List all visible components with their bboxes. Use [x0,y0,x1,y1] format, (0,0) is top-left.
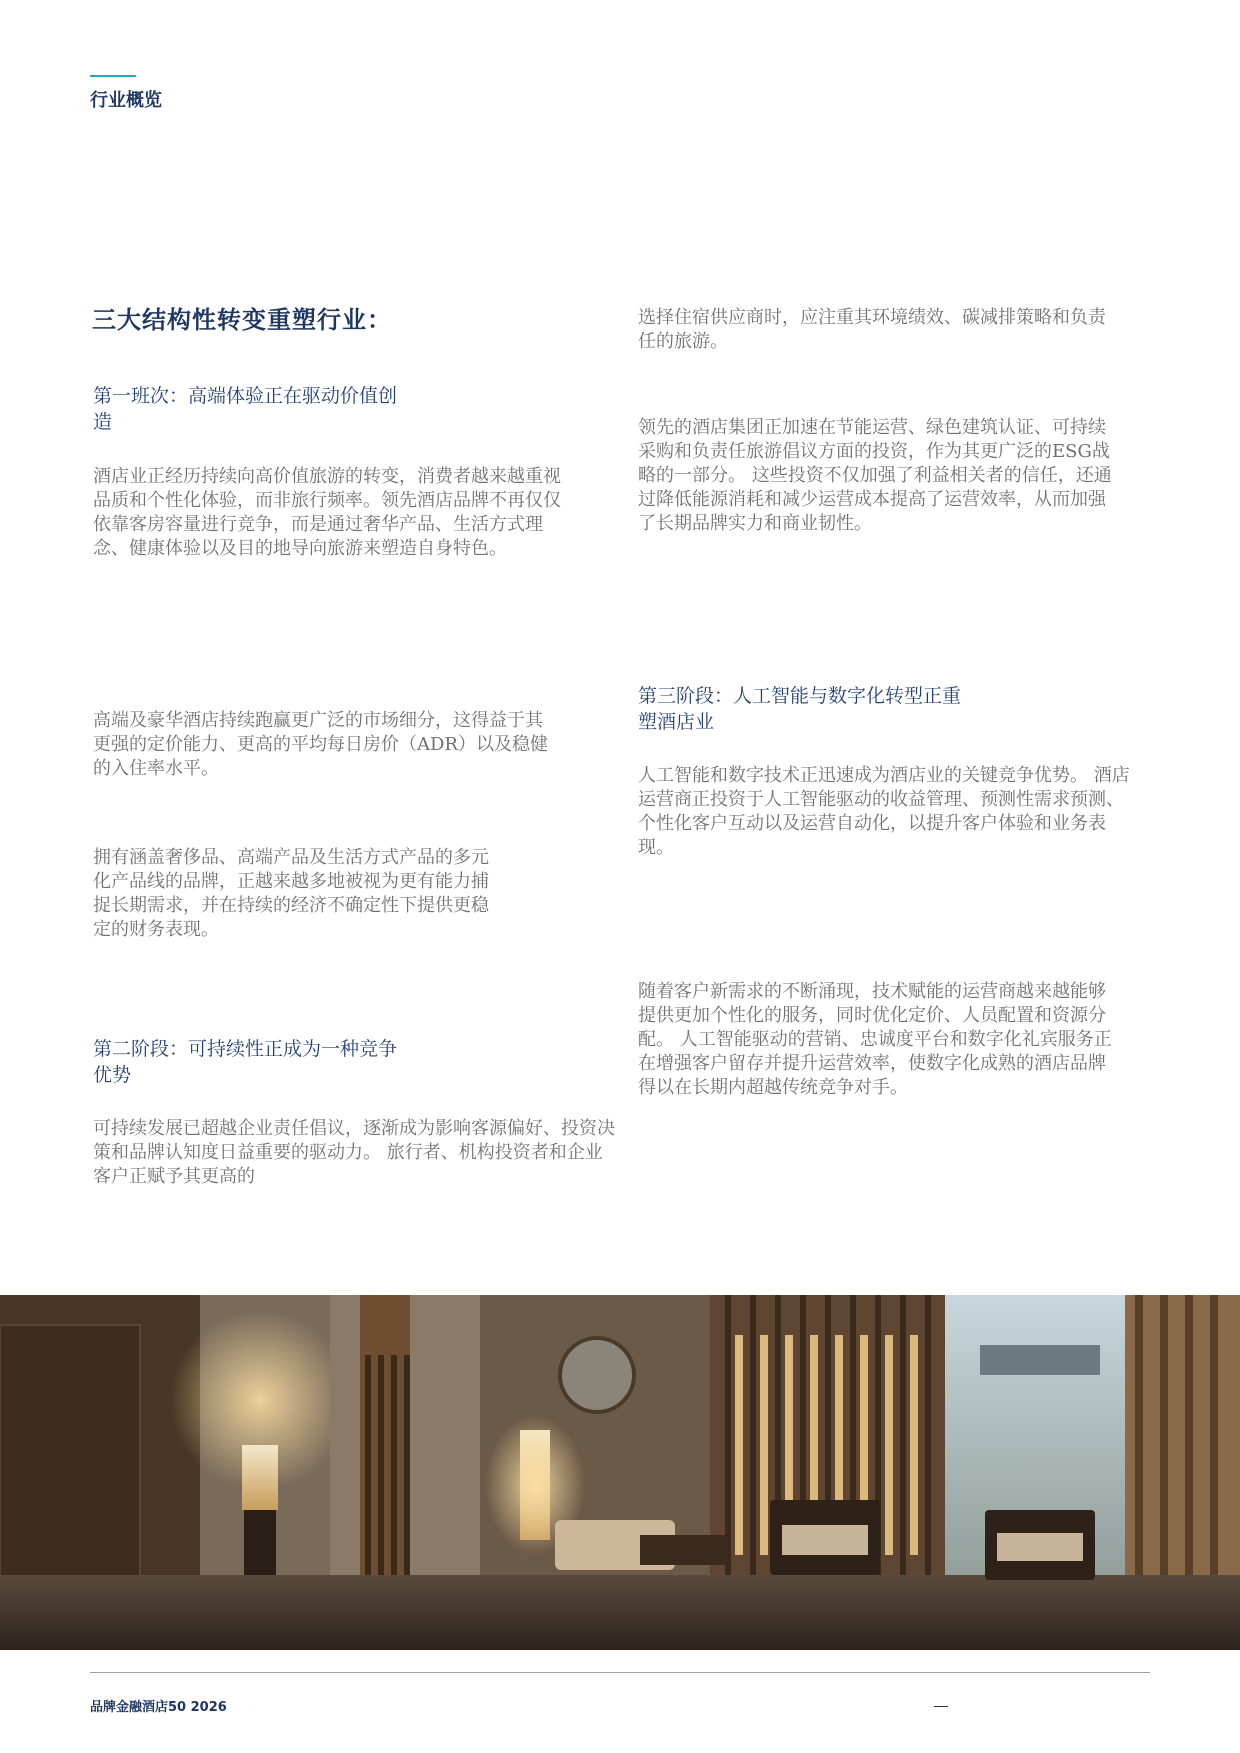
footer-report-label: 品牌金融酒店50 2026 [90,1700,227,1715]
phase3-paragraph-1: 人工智能和数字技术正迅速成为酒店业的关键竞争优势。 酒店运营商正投资于人工智能驱动的收益管理、预测性需求预测、个性化客户互动以及运营自动化，以提升客户体验和业务表现。 [638,765,1130,858]
phase2-paragraph-1: 可持续发展已超越企业责任倡议，逐渐成为影响客源偏好、投资决策和品牌认知度日益重要的驱动力。 旅行者、机构投资者和企业客户正赋予其更高的 [93,1118,615,1187]
header-accent-line [90,75,136,77]
page-title: 三大结构性转变重塑行业： [92,306,392,334]
page-number-marker [934,1706,948,1707]
phase1-paragraph-3: 拥有涵盖奢侈品、高端产品及生活方式产品的多元化产品线的品牌，正越来越多地被视为更有能力捕捉长期需求，并在持续的经济不确定性下提供更稳定的财务表现。 [93,847,489,940]
footer-divider [90,1672,1150,1673]
phase2-paragraph-1-continued: 选择住宿供应商时，应注重其环境绩效、碳减排策略和负责任的旅游。 [638,307,1106,352]
section-label: 行业概览 [90,90,162,111]
phase1-paragraph-1: 酒店业正经历持续向高价值旅游的转变，消费者越来越重视品质和个性化体验，而非旅行频率。领先酒店品牌不再仅仅依靠客房容量进行竞争，而是通过奢华产品、生活方式理念、健康体验以及目的地导向旅游来塑造自身特色。 [93,466,561,559]
phase1-heading: 第一班次：高端体验正在驱动价值创造 [93,385,398,433]
phase2-paragraph-2: 领先的酒店集团正加速在节能运营、绿色建筑认证、可持续采购和负责任旅游倡议方面的投资，作为其更广泛的ESG战略的一部分。 这些投资不仅加强了利益相关者的信任，还通过降低能源消耗和减少运营成本提高了运营效率，从而加强了长期品牌实力和商业韧性。 [638,417,1112,534]
phase3-heading: 第三阶段：人工智能与数字化转型正重塑酒店业 [638,685,962,733]
phase3-paragraph-2: 随着客户新需求的不断涌现，技术赋能的运营商越来越能够提供更加个性化的服务，同时优化定价、人员配置和资源分配。 人工智能驱动的营销、忠诚度平台和数字化礼宾服务正在增强客户留存并提升运营效率，使数字化成熟的酒店品牌得以在长期内超越传统竞争对手。 [638,981,1112,1098]
phase2-heading: 第二阶段：可持续性正成为一种竞争优势 [93,1038,398,1086]
hotel-lobby-photo [0,1295,1240,1650]
phase1-paragraph-2: 高端及豪华酒店持续跑赢更广泛的市场细分，这得益于其更强的定价能力、更高的平均每日房价（ADR）以及稳健的入住率水平。 [93,710,548,779]
